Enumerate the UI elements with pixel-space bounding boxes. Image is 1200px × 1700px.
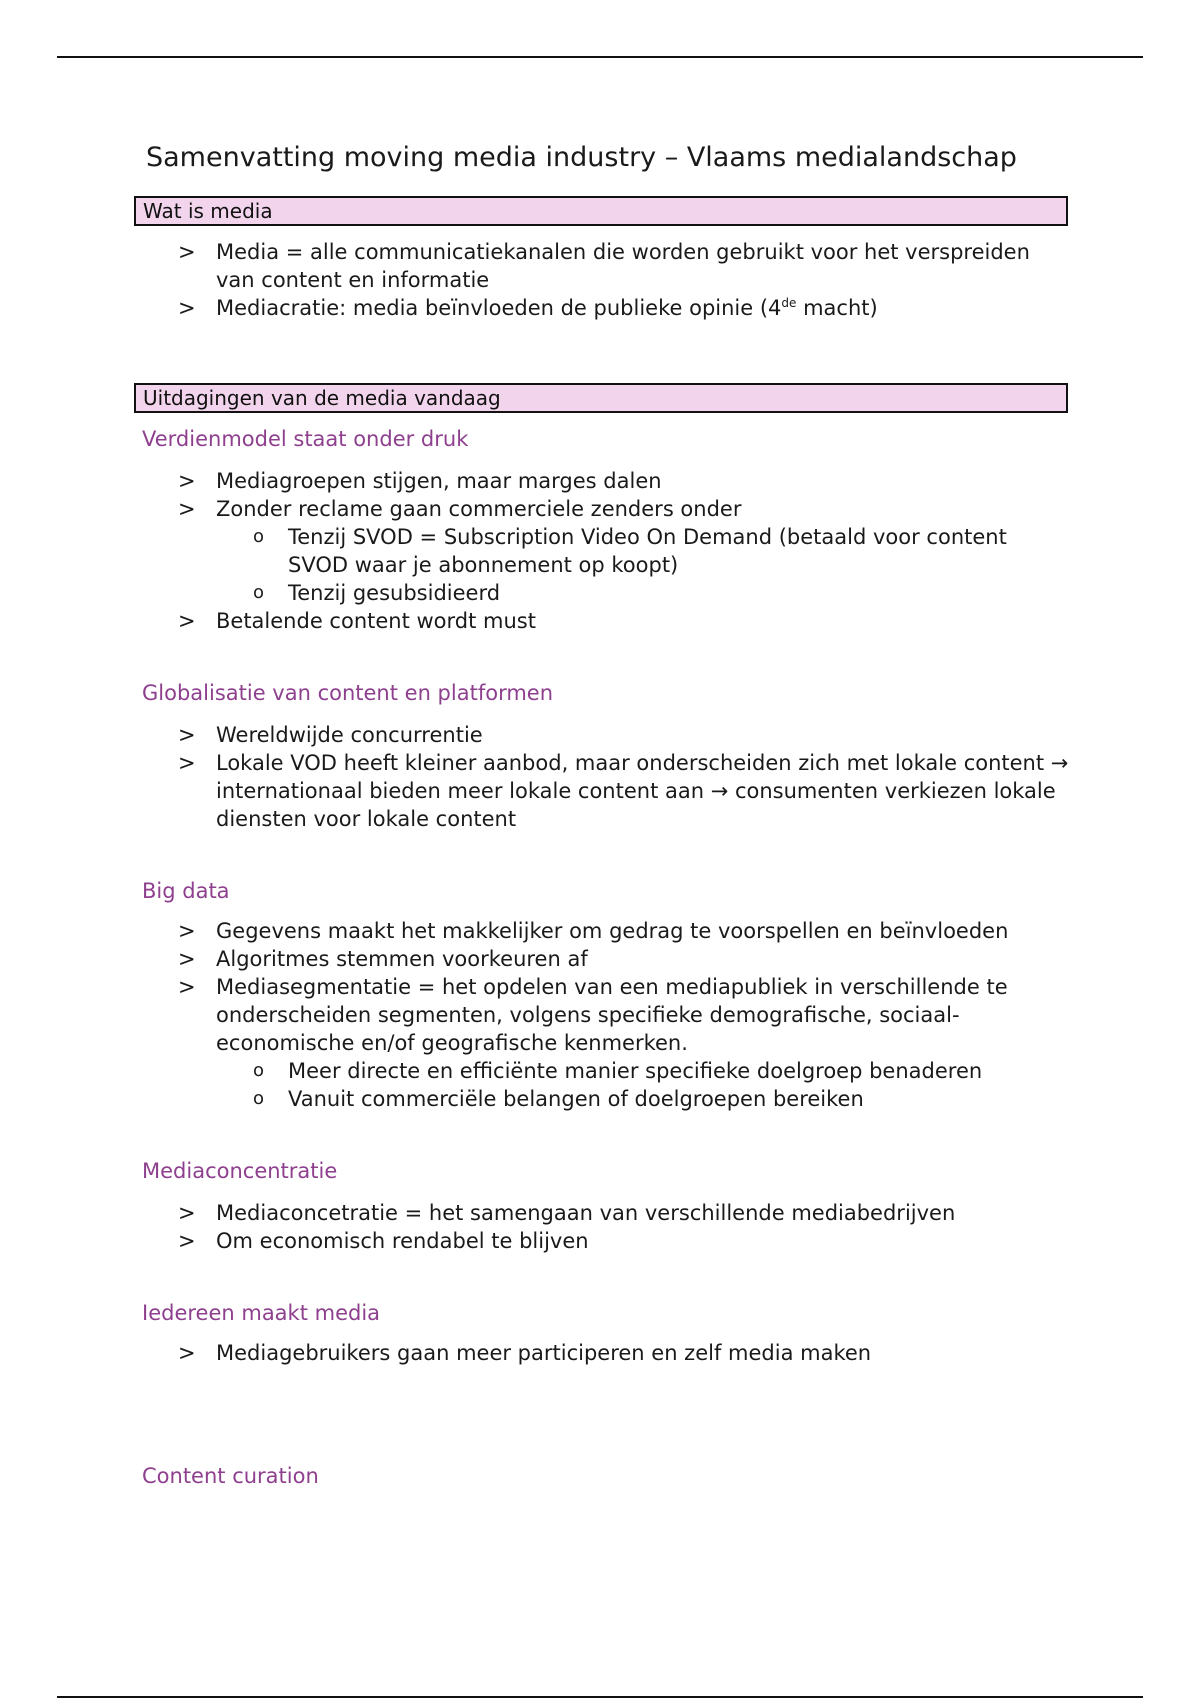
heading-box-uitdagingen: Uitdagingen van de media vandaag [134,383,1068,413]
list-iedereen-maakt-media [132,1339,1072,1367]
subheading-content-curation: Content curation [142,1464,319,1488]
top-rule [57,56,1143,58]
list-item: > Media = alle communicatiekanalen die worden gebruikt voor het verspreiden van content en informatie [178,240,1030,292]
list-item: > Mediasegmentatie = het opdelen van een mediapubliek in verschillende te onderscheiden segmenten, volgens specifieke demografische, sociaal-economische en/of geografische kenmerken. o Meer directe en efficiënte manier specifieke doelgroep benaderen o Vanuit commerciële belangen of doelgroepen bereiken [132,973,1072,1113]
list-item: > Mediagroepen stijgen, maar marges dalen [178,469,662,493]
bullet-arrow: > [178,240,196,264]
heading-box-wat-is-media: Wat is media [134,196,1068,226]
bottom-rule [57,1696,1143,1698]
list-item: > Mediacratie: media beïnvloeden de publieke opinie (4de macht) [178,296,878,320]
list-item: > Om economisch rendabel te blijven [178,1229,589,1253]
bullet-arrow: > [178,975,196,999]
bullet-arrow: > [178,609,196,633]
bullet-arrow: > [178,469,196,493]
subheading-iedereen-maakt-media: Iedereen maakt media [142,1301,381,1325]
sub-list-item: o Vanuit commerciële belangen of doelgroepen bereiken [253,1087,864,1111]
list-item: > Wereldwijde concurrentie [178,723,483,747]
bullet-arrow: > [178,1341,196,1365]
list-wat-is-media [132,238,1072,322]
list-verdienmodel [132,467,1072,635]
bullet-arrow: > [178,296,196,320]
superscript: de [781,296,797,310]
list-item: > Gegevens maakt het makkelijker om gedrag te voorspellen en beïnvloeden [178,919,1009,943]
list-item: > Lokale VOD heeft kleiner aanbod, maar onderscheiden zich met lokale content → internationaal bieden meer lokale content aan → consumenten verkiezen lokale diensten voor lokale content [178,751,1069,831]
sub-list [216,1057,1072,1113]
subheading-mediaconcentratie: Mediaconcentratie [142,1159,338,1183]
list-item: > Mediagebruikers gaan meer participeren en zelf media maken [178,1341,872,1365]
bullet-arrow: > [178,1229,196,1253]
sub-list-item: o Meer directe en efficiënte manier specifieke doelgroep benaderen [253,1059,983,1083]
bullet-circle: o [253,1060,265,1081]
subheading-verdienmodel: Verdienmodel staat onder druk [142,427,469,451]
bullet-arrow: > [178,919,196,943]
list-item: > Mediaconcetratie = het samengaan van verschillende mediabedrijven [178,1201,956,1225]
sub-list-item: o Tenzij SVOD = Subscription Video On Demand (betaald voor content SVOD waar je abonnement op koopt) [253,525,1007,577]
list-mediaconcentratie [132,1199,1072,1255]
bullet-arrow: > [178,723,196,747]
bullet-circle: o [253,582,265,603]
bullet-arrow: > [178,1201,196,1225]
subheading-globalisatie: Globalisatie van content en platformen [142,681,554,705]
document-body [132,138,1072,1490]
bullet-circle: o [253,1088,265,1109]
bullet-arrow: > [178,751,196,775]
bullet-circle: o [253,526,265,547]
list-big-data [132,917,1072,1113]
bullet-arrow: > [178,497,196,521]
sub-list-item: o Tenzij gesubsidieerd [253,581,501,605]
list-item: > Algoritmes stemmen voorkeuren af [178,947,588,971]
sub-list [216,523,1072,607]
list-item: > Betalende content wordt must [178,609,536,633]
bullet-arrow: > [178,947,196,971]
list-globalisatie [132,721,1072,833]
list-item: > Zonder reclame gaan commerciele zenders onder o Tenzij SVOD = Subscription Video On Demand (betaald voor content SVOD waar je abonnement op koopt) o Tenzij gesubsidieerd [132,495,1072,607]
subheading-big-data: Big data [142,879,230,903]
document-title: Samenvatting moving media industry – Vlaams medialandschap [146,142,1017,173]
